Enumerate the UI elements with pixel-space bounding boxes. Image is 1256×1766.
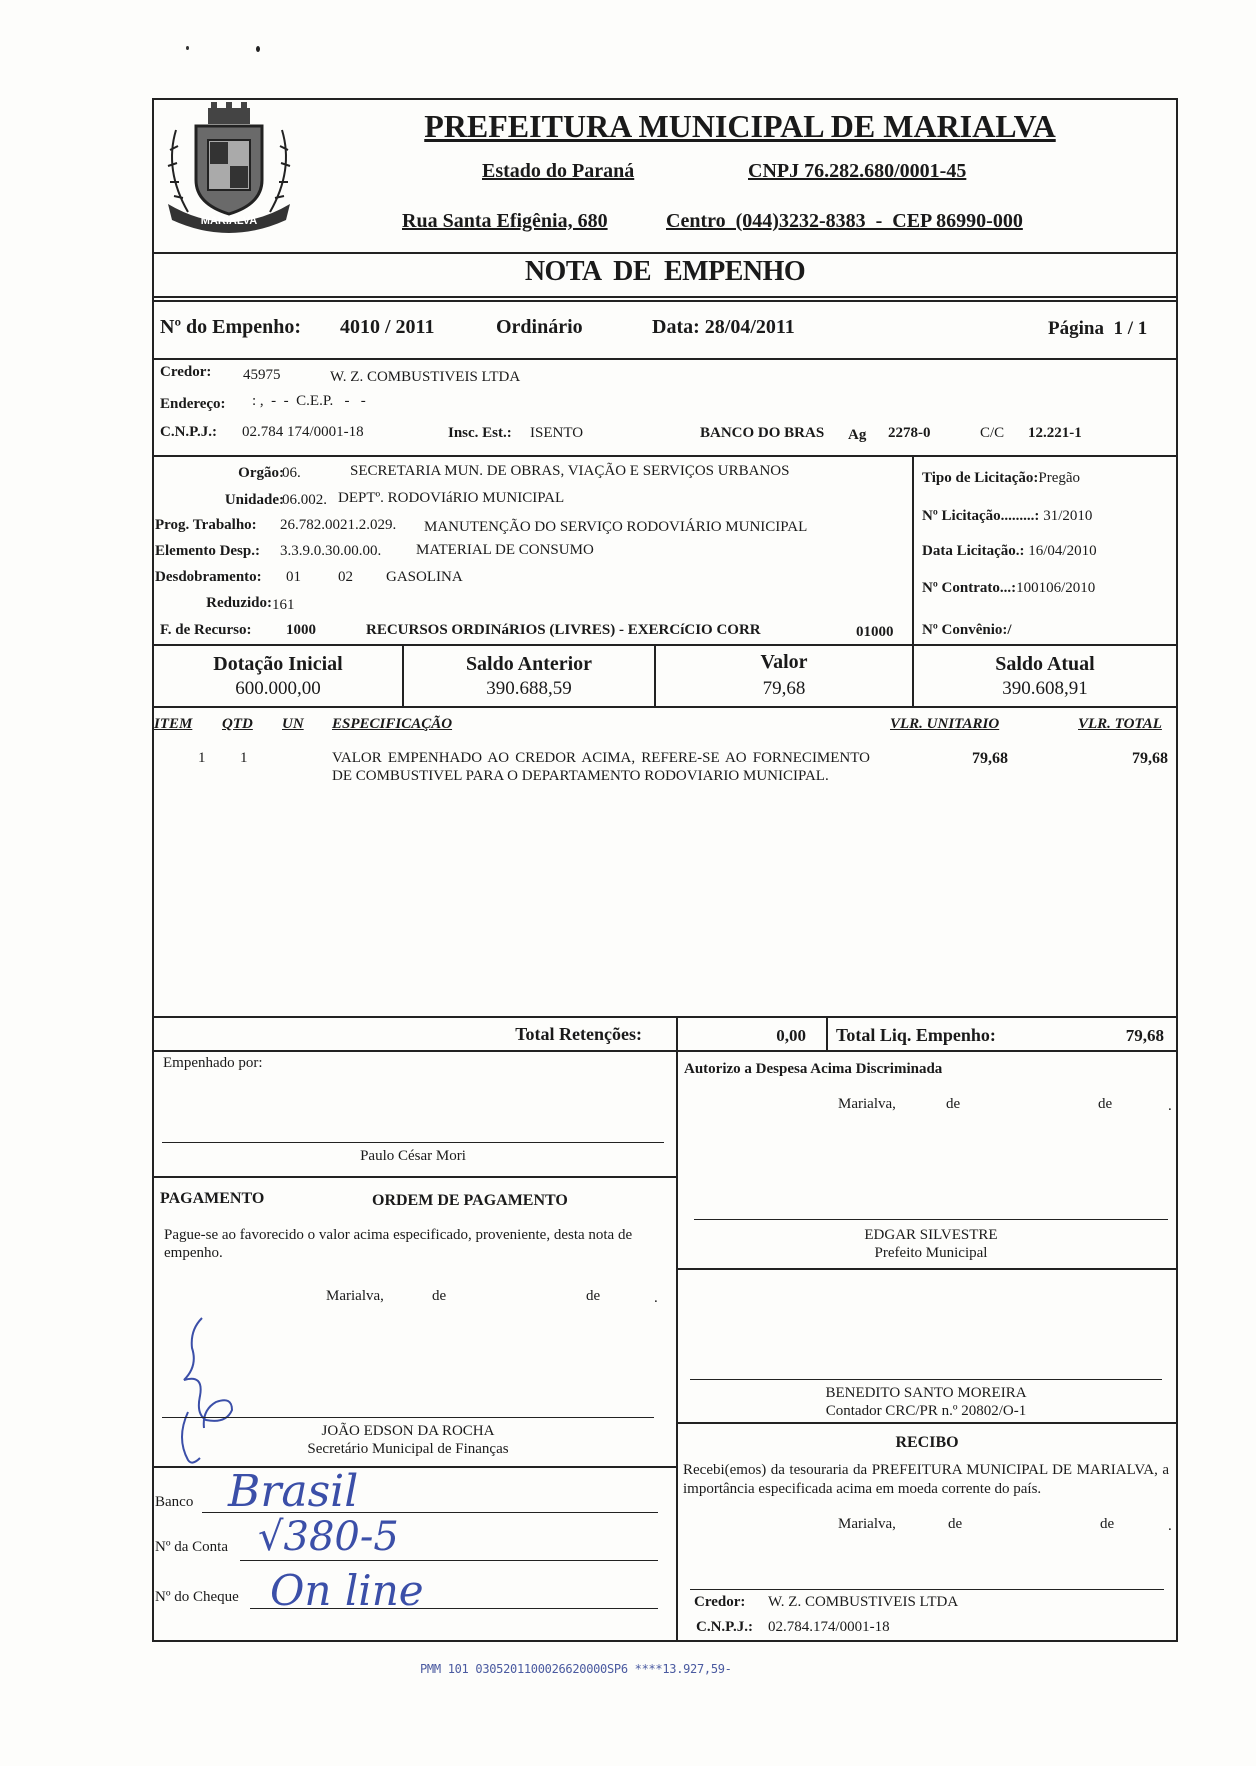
- conta-label: Nº da Conta: [155, 1539, 228, 1555]
- autorizo-label: Autorizo a Despesa Acima Discriminada: [684, 1061, 943, 1077]
- credor-name: W. Z. COMBUSTIVEIS LTDA: [330, 369, 521, 385]
- prefeito-name: EDGAR SILVESTRE: [864, 1227, 998, 1243]
- col-un: UN: [282, 716, 304, 732]
- secretario-name: JOÃO EDSON DA ROCHA: [321, 1423, 495, 1439]
- rule: [152, 644, 1178, 646]
- orgao-name: SECRETARIA MUN. DE OBRAS, VIAÇÃO E SERVIÇOS URBANOS: [350, 463, 790, 479]
- tipo-licitacao-value: Pregão: [1038, 470, 1081, 486]
- item-qtd: 1: [240, 750, 248, 766]
- empenhado-label: Empenhado por:: [163, 1055, 263, 1071]
- empenho-number: 4010 / 2011: [340, 316, 435, 338]
- right-city: Marialva,: [838, 1096, 896, 1112]
- saldo-anterior-label: Saldo Anterior: [465, 653, 593, 675]
- scan-speck: [186, 46, 189, 50]
- cnpj-label: C.N.P.J.:: [160, 424, 217, 440]
- licitacao-date-value: 16/04/2010: [1028, 543, 1097, 559]
- desdobramento-b: 02: [338, 569, 353, 585]
- pagamento-label: PAGAMENTO: [160, 1190, 265, 1207]
- rule: [826, 1016, 828, 1050]
- rule: [152, 296, 1178, 298]
- recurso-label: F. de Recurso:: [160, 622, 252, 638]
- conta-line: [240, 1560, 658, 1561]
- desdobramento-label: Desdobramento:: [155, 569, 262, 585]
- frame-left: [152, 98, 154, 1642]
- pague-text: Pague-se ao favorecido o valor acima especificado, proveniente, desta nota de empenho.: [164, 1227, 633, 1261]
- item-total-value: 79,68: [1132, 750, 1168, 767]
- contador-name: BENEDITO SANTO MOREIRA: [825, 1385, 1027, 1401]
- header-cnpj: CNPJ 76.282.680/0001-45: [748, 160, 967, 182]
- rule: [152, 1016, 1178, 1018]
- elemento-code: 3.3.9.0.30.00.00.: [280, 543, 382, 559]
- recurso-name: RECURSOS ORDINáRIOS (LIVRES) - EXERCíCIO CORR: [366, 622, 761, 638]
- reduzido-label: Reduzido:: [206, 595, 272, 611]
- agency-label: Ag: [848, 427, 867, 443]
- valor-label: Valor: [760, 651, 808, 673]
- insc-value: ISENTO: [530, 425, 584, 441]
- ordem-pagamento-label: ORDEM DE PAGAMENTO: [372, 1192, 568, 1209]
- left-dot: .: [654, 1290, 658, 1306]
- recibo-credor-label: Credor:: [694, 1594, 746, 1610]
- recibo-de-1: de: [948, 1516, 963, 1532]
- dotacao-value: 600.000,00: [235, 678, 321, 699]
- banco-handwriting: Brasil: [228, 1466, 359, 1517]
- scan-speck: [256, 46, 260, 52]
- credor-cnpj: 02.784 174/0001-18: [242, 424, 364, 440]
- recibo-cnpj-label: C.N.P.J.:: [696, 1619, 753, 1635]
- rule: [152, 706, 1178, 708]
- orgao-code: 06.: [282, 465, 301, 481]
- tipo-licitacao-label: Tipo de Licitação:: [922, 470, 1039, 486]
- licitacao-date-label: Data Licitação.:: [922, 543, 1025, 559]
- frame-bottom: [152, 1640, 1178, 1642]
- rule: [152, 1176, 678, 1178]
- recurso-code-2: 01000: [856, 624, 894, 640]
- elemento-name: MATERIAL DE CONSUMO: [416, 542, 594, 558]
- signature-line: [162, 1142, 664, 1143]
- bank-name: BANCO DO BRAS: [700, 425, 825, 441]
- unidade-name: DEPTº. RODOVIáRIO MUNICIPAL: [338, 490, 565, 506]
- item-unit-value: 79,68: [972, 750, 1008, 767]
- recurso-code: 1000: [286, 622, 316, 638]
- rule: [912, 455, 914, 644]
- right-de-2: de: [1098, 1096, 1113, 1112]
- page-title: PREFEITURA MUNICIPAL DE MARIALVA: [424, 108, 1056, 144]
- signature-line: [694, 1219, 1168, 1220]
- rule: [676, 1016, 678, 1640]
- item-number: 1: [198, 750, 206, 766]
- unidade-code: 06.002.: [282, 492, 327, 508]
- crest-ribbon-text: MARIALVA: [200, 215, 258, 227]
- empenhado-name: Paulo César Mori: [360, 1148, 466, 1164]
- retencoes-value: 0,00: [776, 1026, 806, 1045]
- desdobramento-name: GASOLINA: [386, 569, 463, 585]
- header-street: Rua Santa Efigênia, 680: [402, 210, 608, 232]
- col-item: ITEM: [154, 716, 193, 732]
- rule: [152, 300, 1178, 302]
- secretario-title: Secretário Municipal de Finanças: [307, 1441, 509, 1457]
- prefeito-title: Prefeito Municipal: [874, 1245, 988, 1261]
- conta-handwriting: √380-5: [258, 1514, 399, 1560]
- crest-logo: [158, 100, 300, 234]
- item-specification: VALOR EMPENHADO AO CREDOR ACIMA, REFERE-SE AO FORNECIMENTO DE COMBUSTIVEL PARA O DEPARTAMENTO RODOVIARIO MUNICIPAL.: [332, 750, 870, 784]
- empenho-date: Data: 28/04/2011: [652, 316, 795, 338]
- left-de-2: de: [586, 1288, 601, 1304]
- account-label: C/C: [980, 425, 1005, 441]
- signature-line: [690, 1379, 1162, 1380]
- authentication-stamp: PMM 101 0305201100026620000SP6 ****13.927,59-: [420, 1662, 732, 1676]
- contrato-value: 100106/2010: [1016, 580, 1096, 596]
- recibo-cnpj-value: 02.784.174/0001-18: [768, 1619, 890, 1635]
- cheque-handwriting: On line: [270, 1566, 424, 1615]
- licitacao-number-value: 31/2010: [1043, 508, 1093, 524]
- right-dot: .: [1168, 1098, 1172, 1114]
- rule: [152, 455, 1178, 457]
- reduzido-value: 161: [272, 597, 295, 613]
- contador-title: Contador CRC/PR n.º 20802/O-1: [825, 1403, 1027, 1419]
- recibo-credor-name: W. Z. COMBUSTIVEIS LTDA: [768, 1594, 959, 1610]
- frame-right: [1176, 98, 1178, 1642]
- dotacao-label: Dotação Inicial: [213, 653, 343, 675]
- frame-top: [152, 98, 1178, 100]
- recibo-title: RECIBO: [895, 1434, 959, 1451]
- insc-label: Insc. Est.:: [448, 425, 512, 441]
- saldo-anterior-value: 390.688,59: [486, 678, 572, 699]
- licitacao-number-label: Nº Licitação.........:: [922, 508, 1040, 524]
- col-qtd: QTD: [222, 716, 253, 732]
- unidade-label: Unidade:: [224, 492, 284, 508]
- page-number: Página 1 / 1: [1048, 318, 1148, 339]
- rule: [152, 252, 1178, 254]
- state-name: Estado do Paraná: [482, 160, 635, 182]
- orgao-label: Orgão:: [238, 465, 284, 481]
- recibo-de-2: de: [1100, 1516, 1115, 1532]
- left-city: Marialva,: [326, 1288, 384, 1304]
- empenho-type: Ordinário: [496, 316, 583, 338]
- convenio-label: Nº Convênio:/: [922, 622, 1012, 638]
- rule: [678, 1268, 1178, 1270]
- prog-code: 26.782.0021.2.029.: [280, 517, 397, 533]
- right-de-1: de: [946, 1096, 961, 1112]
- agency-value: 2278-0: [888, 425, 931, 441]
- rule: [152, 1050, 1178, 1052]
- credor-label: Credor:: [160, 364, 212, 380]
- document-title: NOTA DE EMPENHO: [524, 256, 806, 287]
- retencoes-label: Total Retenções:: [515, 1024, 642, 1044]
- account-value: 12.221-1: [1028, 425, 1082, 441]
- saldo-atual-label: Saldo Atual: [995, 653, 1095, 675]
- recibo-dot: .: [1168, 1518, 1172, 1534]
- credor-code: 45975: [243, 367, 281, 383]
- col-valor-total: VLR. TOTAL: [1078, 716, 1162, 732]
- saldo-atual-value: 390.608,91: [1002, 678, 1088, 699]
- recibo-city: Marialva,: [838, 1516, 896, 1532]
- col-valor-unitario: VLR. UNITARIO: [890, 716, 1000, 732]
- elemento-label: Elemento Desp.:: [155, 543, 260, 559]
- recibo-text: Recebi(emos) da tesouraria da PREFEITURA MUNICIPAL DE MARIALVA, a importância especificada acima em moeda corrente do país.: [683, 1462, 1169, 1497]
- valor-value: 79,68: [762, 678, 806, 699]
- prog-label: Prog. Trabalho:: [155, 517, 257, 533]
- banco-label: Banco: [155, 1494, 194, 1510]
- prog-name: MANUTENÇÃO DO SERVIÇO RODOVIÁRIO MUNICIPAL: [424, 519, 808, 535]
- liquido-value: 79,68: [1125, 1026, 1164, 1045]
- left-de-1: de: [432, 1288, 447, 1304]
- header-address: Centro (044)3232-8383 - CEP 86990-000: [666, 210, 1023, 232]
- signature-line: [162, 1417, 654, 1418]
- desdobramento-a: 01: [286, 569, 301, 585]
- col-especificacao: ESPECIFICAÇÃO: [332, 716, 453, 732]
- address-label: Endereço:: [160, 396, 226, 412]
- cheque-label: Nº do Cheque: [155, 1589, 239, 1605]
- signature-line: [690, 1589, 1164, 1590]
- rule: [678, 1422, 1178, 1424]
- liquido-label: Total Liq. Empenho:: [836, 1025, 996, 1045]
- rule: [152, 358, 1178, 360]
- contrato-label: Nº Contrato...:: [922, 580, 1017, 596]
- address-value: : , - - C.E.P. - -: [252, 393, 366, 409]
- empenho-label: Nº do Empenho:: [160, 316, 302, 338]
